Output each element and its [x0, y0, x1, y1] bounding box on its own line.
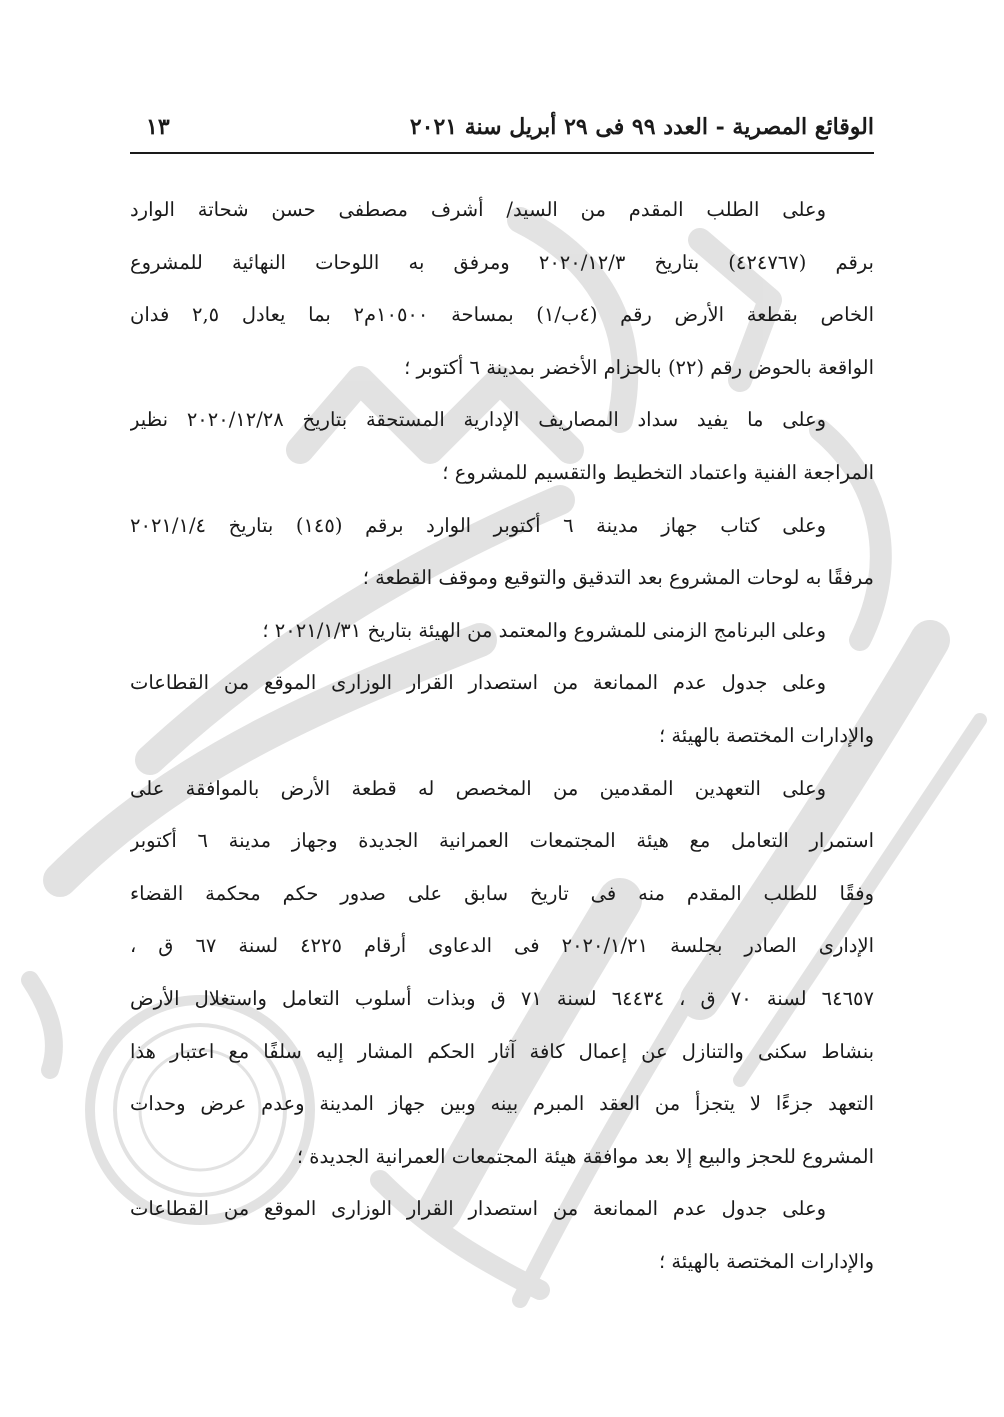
- text-line: وعلى البرنامج الزمنى للمشروع والمعتمد من الهيئة بتاريخ ٢٠٢١/١/٣١ ؛: [262, 618, 826, 642]
- text-line: والإدارات المختصة بالهيئة ؛: [658, 723, 874, 747]
- gazette-title: الوقائع المصرية - العدد ٩٩ فى ٢٩ أبريل سنة ٢٠٢١: [409, 114, 874, 140]
- text-line: وعلى جدول عدم الممانعة من استصدار القرار الوزارى الموقع من القطاعات: [130, 671, 826, 695]
- text-line: المشروع للحجز والبيع إلا بعد موافقة هيئة المجتمعات العمرانية الجديدة ؛: [296, 1144, 874, 1168]
- text-line: والإدارات المختصة بالهيئة ؛: [658, 1249, 874, 1273]
- document-body: [130, 184, 874, 1288]
- text-line: الواقعة بالحوض رقم (٢٢) بالحزام الأخضر بمدينة ٦ أكتوبر ؛: [404, 355, 874, 379]
- text-line: وعلى ما يفيد سداد المصاريف الإدارية المستحقة بتاريخ ٢٠٢٠/١٢/٢٨ نظير: [130, 408, 827, 432]
- text-line: برقم (٤٢٤٧٦٧) بتاريخ ٢٠٢٠/١٢/٣ ومرفق به اللوحات النهائية للمشروع: [130, 250, 874, 274]
- text-line: وعلى كتاب جهاز مدينة ٦ أكتوبر الوارد برقم (١٤٥) بتاريخ ٢٠٢١/١/٤: [130, 513, 826, 537]
- text-line: استمرار التعامل مع هيئة المجتمعات العمرانية الجديدة وجهاز مدينة ٦ أكتوبر: [130, 829, 874, 853]
- text-line: وفقًا للطلب المقدم منه فى تاريخ سابق على صدور حكم محكمة القضاء: [130, 881, 874, 905]
- text-line: مرفقًا به لوحات المشروع بعد التدقيق والتوقيع وموقف القطعة ؛: [362, 566, 874, 590]
- page-header: [130, 108, 874, 154]
- text-line: وعلى جدول عدم الممانعة من استصدار القرار الوزارى الموقع من القطاعات: [130, 1197, 826, 1221]
- page-number: ١٣: [146, 114, 170, 140]
- text-line: ٦٤٦٥٧ لسنة ٧٠ ق ، ٦٤٤٣٤ لسنة ٧١ ق وبذات أسلوب التعامل واستغلال الأرض: [130, 986, 874, 1010]
- text-line: التعهد جزءًا لا يتجزأ من العقد المبرم بينه وبين جهاز المدينة وعدم عرض وحدات: [130, 1092, 874, 1116]
- text-line: وعلى التعهدين المقدمين من المخصص له قطعة الأرض بالموافقة على: [130, 776, 826, 800]
- text-line: وعلى الطلب المقدم من السيد/ أشرف مصطفى حسن شحاتة الوارد: [130, 198, 826, 221]
- text-line: المراجعة الفنية واعتماد التخطيط والتقسيم للمشروع ؛: [442, 460, 874, 484]
- text-line: الخاص بقطعة الأرض رقم (٤ب/١) بمساحة ١٠٥٠٠م٢ بما يعادل ٢,٥ فدان: [130, 303, 874, 327]
- text-line: الإدارى الصادر بجلسة ٢٠٢٠/١/٢١ فى الدعاوى أرقام ٤٢٢٥ لسنة ٦٧ ق ،: [130, 934, 874, 958]
- text-line: بنشاط سكنى والتنازل عن إعمال كافة آثار الحكم المشار إليه سلفًا مع اعتبار هذا: [130, 1039, 874, 1063]
